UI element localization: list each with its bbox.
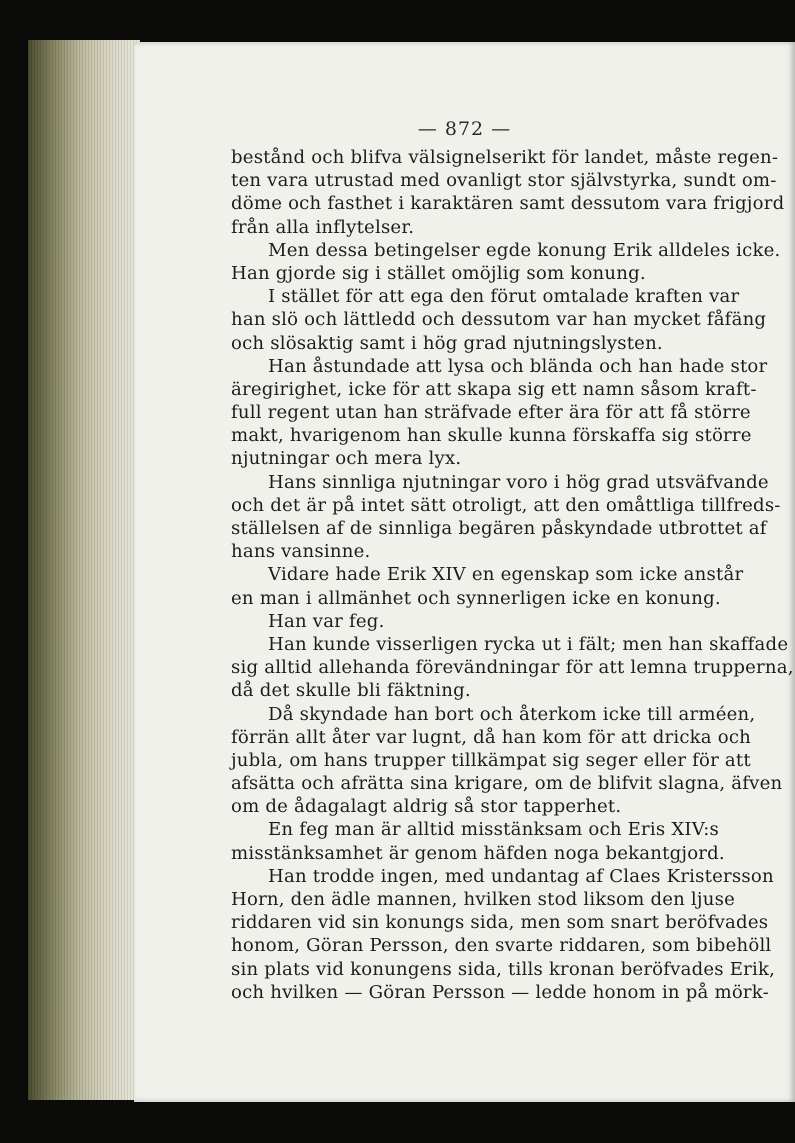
text-line: Vidare hade Erik XIV en egenskap som icke anstår xyxy=(268,564,744,586)
text-line: honom, Göran Persson, den svarte riddaren, som bibehöll xyxy=(231,935,772,957)
text-line: En feg man är alltid misstänksam och Eris XIV:s xyxy=(268,819,719,841)
page-number: — 872 — xyxy=(417,118,512,140)
text-line: ten vara utrustad med ovanligt stor självstyrka, sundt om- xyxy=(231,170,777,192)
text-line: från alla inflytelser. xyxy=(231,216,415,238)
text-line: och slösaktig samt i hög grad njutningslysten. xyxy=(231,332,663,354)
text-line: Hans sinnliga njutningar voro i hög grad utsväfvande xyxy=(268,471,769,493)
text-line: ställelsen af de sinnliga begären påskyndade utbrottet af xyxy=(231,518,767,539)
text-line: Han åstundade att lysa och blända och han hade stor xyxy=(268,355,768,377)
text-line: njutningar och mera lyx. xyxy=(231,448,462,470)
text-line: han slö och lättledd och dessutom var han mycket fåfäng xyxy=(231,309,767,331)
text-line: makt, hvarigenom han skulle kunna förskaffa sig större xyxy=(231,425,752,447)
text-line: full regent utan han sträfvade efter ära för att få större xyxy=(231,402,751,424)
text-line: Då skyndade han bort och återkom icke till arméen, xyxy=(268,703,756,725)
text-line: I stället för att ega den förut omtalade kraften var xyxy=(268,286,740,308)
text-line: Han var feg. xyxy=(268,610,385,632)
text-line: och det är på intet sätt otroligt, att den omåttliga tillfreds- xyxy=(231,494,781,516)
text-line: Han trodde ingen, med undantag af Claes Kristersson xyxy=(268,865,774,887)
body-text xyxy=(231,146,794,1004)
text-line: bestånd och blifva välsignelserikt för landet, måste regen- xyxy=(231,147,779,168)
text-line: misstänksamhet är genom häfden noga bekantgjord. xyxy=(231,842,725,864)
text-line: och hvilken — Göran Persson — ledde honom in på mörk- xyxy=(231,981,769,1003)
text-line: jubla, om hans trupper tillkämpat sig seger eller för att xyxy=(231,749,751,771)
text-line: sin plats vid konungens sida, tills kronan beröfvades Erik, xyxy=(231,958,776,980)
text-line: hans vansinne. xyxy=(231,541,371,563)
text-line: om de ådagalagt aldrig så stor tapperhet. xyxy=(231,796,622,818)
text-line: afsätta och afrätta sina krigare, om de blifvit slagna, äfven xyxy=(231,773,783,795)
text-line: sig alltid allehanda förevändningar för att lemna trupperna, xyxy=(231,657,794,679)
text-line: döme och fasthet i karaktären samt dessutom vara frigjord xyxy=(231,193,785,215)
text-line: riddaren vid sin konungs sida, men som snart beröfvades xyxy=(231,912,769,934)
text-line: en man i allmänhet och synnerligen icke en konung. xyxy=(231,587,721,609)
text-line: Men dessa betingelser egde konung Erik alldeles icke. xyxy=(268,239,781,261)
text-line: Han gjorde sig i stället omöjlig som konung. xyxy=(231,262,646,284)
text-line: förrän allt åter var lugnt, då han kom för att dricka och xyxy=(231,726,752,748)
page-edges xyxy=(28,40,140,1100)
text-line: Han kunde visserligen rycka ut i fält; men han skaffade xyxy=(268,633,789,655)
text-line: Horn, den ädle mannen, hvilken stod liksom den ljuse xyxy=(231,889,735,910)
text-line: äregirighet, icke för att skapa sig ett namn såsom kraft- xyxy=(231,378,757,400)
text-line: då det skulle bli fäktning. xyxy=(231,680,471,702)
